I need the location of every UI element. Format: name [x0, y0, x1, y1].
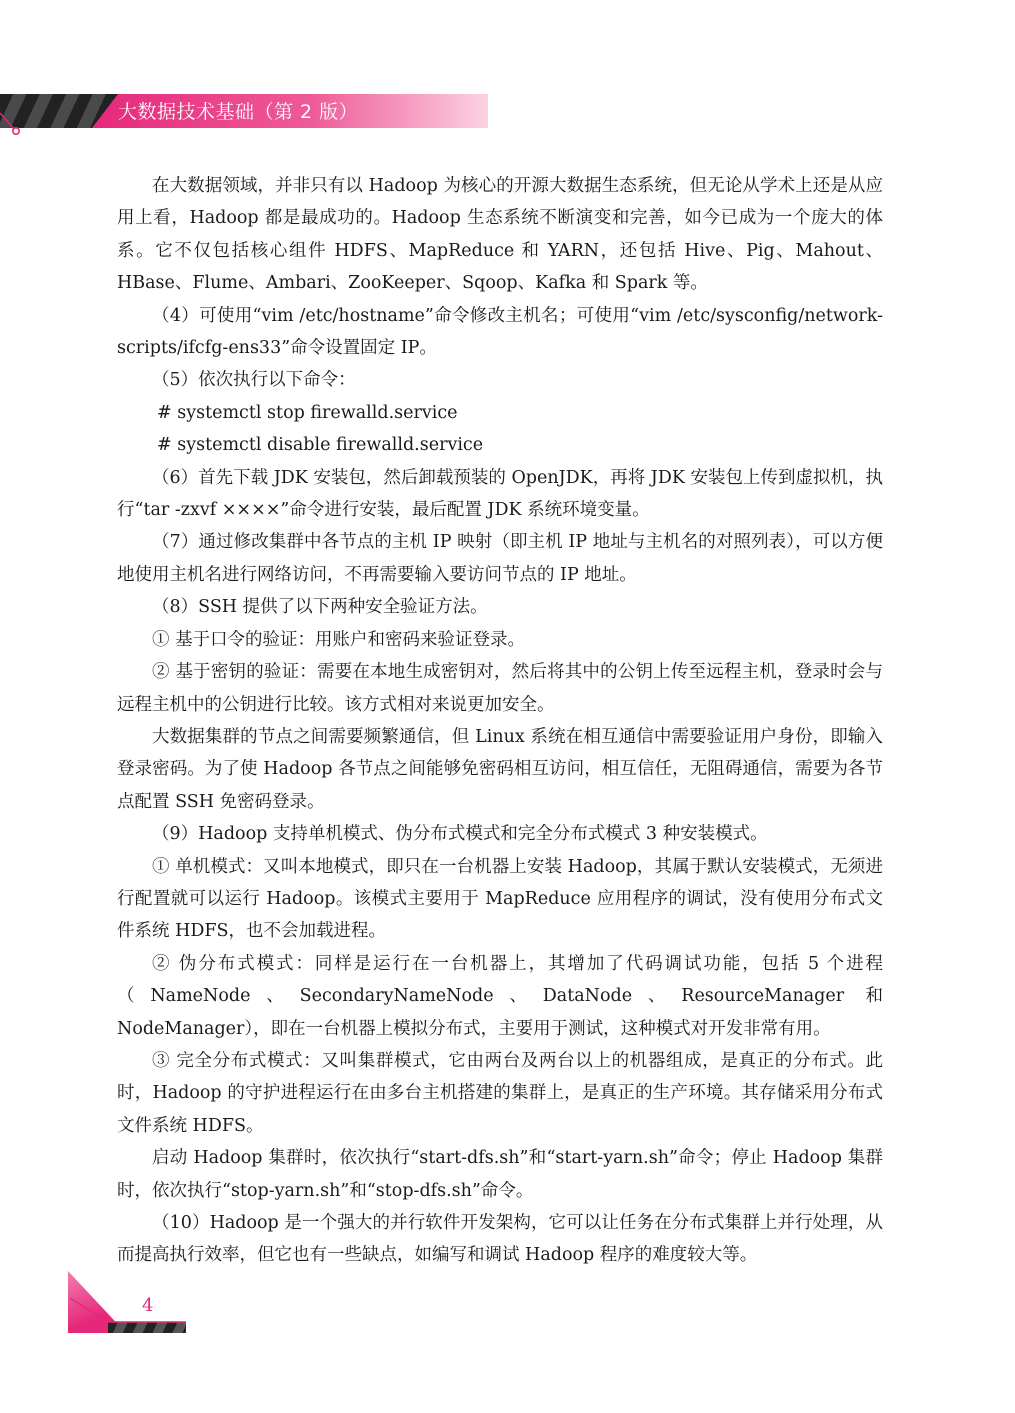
list-item: ② 基于密钥的验证：需要在本地生成密钥对，然后将其中的公钥上传至远程主机，登录时会与远程主机中的公钥进行比较。该方式相对来说更加安全。	[117, 662, 883, 715]
command-line: # systemctl stop firewalld.service	[157, 402, 458, 423]
paragraph: （5）依次执行以下命令：	[152, 370, 356, 391]
paragraph: （10）Hadoop 是一个强大的并行软件开发架构，它可以让任务在分布式集群上并行处理，从而提高执行效率，但它也有一些缺点，如编写和调试 Hadoop 程序的难度较大等。	[117, 1213, 883, 1266]
footer-line-decoration	[68, 1296, 188, 1326]
paragraph: （9）Hadoop 支持单机模式、伪分布式模式和完全分布式模式 3 种安装模式。	[152, 824, 768, 845]
paragraph: （8）SSH 提供了以下两种安全验证方法。	[152, 597, 488, 618]
page-body	[117, 170, 883, 1272]
list-item: ② 伪分布式模式：同样是运行在一台机器上，其增加了代码调试功能，包括 5 个进程（NameNode、SecondaryNameNode、DataNode、ResourceManager 和 NodeManager），即在一台机器上模拟分布式，主要用于测试，这种模式对开发非常有用。	[117, 953, 883, 1039]
paragraph: 大数据集群的节点之间需要频繁通信，但 Linux 系统在相互通信中需要验证用户身份，即输入登录密码。为了使 Hadoop 各节点之间能够免密码相互访问，相互信任，无阻碍通信，需要为各节点配置 SSH 免密码登录。	[117, 726, 883, 812]
book-title: 大数据技术基础（第 2 版）	[118, 101, 359, 123]
page-number: 4	[142, 1295, 154, 1316]
list-item: ① 单机模式：又叫本地模式，即只在一台机器上安装 Hadoop，其属于默认安装模式，无须进行配置就可以运行 Hadoop。该模式主要用于 MapReduce 应用程序的调试，没有使用分布式文件系统 HDFS，也不会加载进程。	[117, 856, 883, 942]
paragraph: 启动 Hadoop 集群时，依次执行“start-dfs.sh”和“start-yarn.sh”命令；停止 Hadoop 集群时，依次执行“stop-yarn.sh”和“stop-dfs.sh”命令。	[117, 1148, 883, 1201]
paragraph: （6）首先下载 JDK 安装包，然后卸载预装的 OpenJDK，再将 JDK 安装包上传到虚拟机，执行“tar -zxvf ××××”命令进行安装，最后配置 JDK 系统环境变量。	[117, 467, 883, 521]
command-line: # systemctl disable firewalld.service	[157, 435, 484, 456]
header-circle-decoration	[0, 107, 22, 137]
paragraph: （7）通过修改集群中各节点的主机 IP 映射（即主机 IP 地址与主机名的对照列表），可以方便地使用主机名进行网络访问，不再需要输入要访问节点的 IP 地址。	[117, 532, 883, 585]
list-item: ③ 完全分布式模式：又叫集群模式，它由两台及两台以上的机器组成，是真正的分布式。此时，Hadoop 的守护进程运行在由多台主机搭建的集群上，是真正的生产环境。其存储采用分布式文件系统 HDFS。	[117, 1050, 883, 1136]
paragraph: （4）可使用“vim /etc/hostname”命令修改主机名；可使用“vim /etc/sysconfig/network-scripts/ifcfg-ens33”命令设置固定 IP。	[117, 305, 883, 359]
list-item: ① 基于口令的验证：用账户和密码来验证登录。	[152, 629, 526, 650]
paragraph: 在大数据领域，并非只有以 Hadoop 为核心的开源大数据生态系统，但无论从学术上还是从应用上看，Hadoop 都是最成功的。Hadoop 生态系统不断演变和完善，如今已成为一个庞大的体系。它不仅包括核心组件 HDFS、MapReduce 和 YARN，还包括 Hive、Pig、Mahout、HBase、Flume、Ambari、ZooKeeper、Sqoop、Kafka 和 Spark 等。	[117, 176, 883, 294]
